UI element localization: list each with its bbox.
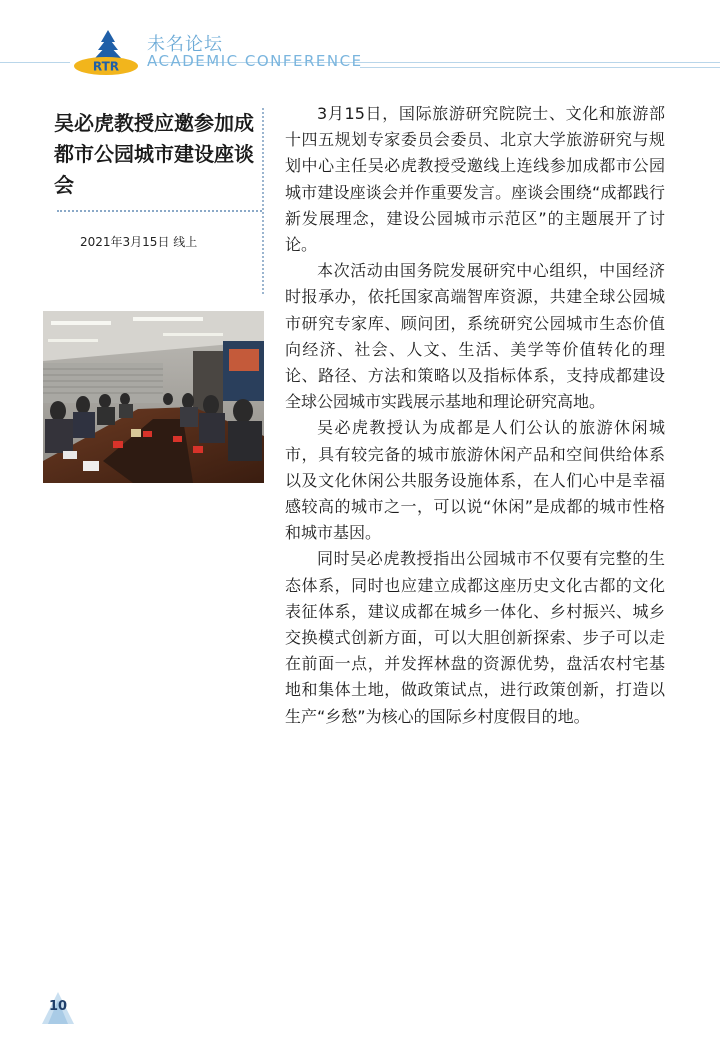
page-header xyxy=(0,0,720,80)
logo-text: RTR xyxy=(92,59,120,74)
paragraph-2: 本次活动由国务院发展研究中心组织，中国经济时报承办，依托国家高端智库资源，共建全球公园城市研究专家库、顾问团，系统研究公园城市生态价值向经济、社会、人文、生活、美学等价值转化的理论、路径、方法和策略以及指标体系，支持成都建设全球公园城市实践展示基地和理论研究高地。 xyxy=(285,261,665,412)
paragraph-4: 同时吴必虎教授指出公园城市不仅要有完整的生态体系，同时也应建立成都这座历史文化古都的文化表征体系，建议成都在城乡一体化、乡村振兴、城乡交换模式创新方面，可以大胆创新探索、步子可以走在前面一点，并发挥林盘的资源优势，盘活农村宅基地和集体土地，做政策试点，进行政策创新，打造以生产“乡愁”为核心的国际乡村度假目的地。 xyxy=(285,549,665,726)
paragraph-1: 3月15日，国际旅游研究院院士、文化和旅游部十四五规划专家委员会委员、北京大学旅游研究与规划中心主任吴必虎教授受邀线上连线参加成都市公园城市建设座谈会并作重要发言。座谈会围绕“成都践行新发展理念，建设公园城市示范区”的主题展开了讨论。 xyxy=(285,104,665,255)
article-title: 吴必虎教授应邀参加成都市公园城市建设座谈会 xyxy=(54,111,254,197)
article-date: 2021年3月15日 线上 xyxy=(80,235,198,249)
brand-chinese: 未名论坛 xyxy=(147,34,223,55)
paragraph-3: 吴必虎教授认为成都是人们公认的旅游休闲城市，具有较完备的城市旅游休闲产品和空间供给体系以及文化休闲公共服务设施体系，在人们心中是幸福感较高的城市之一，可以说“休闲”是成都的城市性格和城市基因。 xyxy=(285,418,665,543)
vertical-divider xyxy=(262,108,264,294)
article-body xyxy=(285,101,665,730)
meeting-photo xyxy=(43,311,264,483)
rtr-logo xyxy=(70,28,142,76)
header-line-left xyxy=(0,62,70,63)
page-number: 10 xyxy=(48,999,68,1014)
title-divider xyxy=(57,210,262,212)
brand-english: ACADEMIC CONFERENCE xyxy=(147,52,363,70)
page-number-badge xyxy=(40,990,76,1026)
header-line-right-2 xyxy=(360,67,720,68)
